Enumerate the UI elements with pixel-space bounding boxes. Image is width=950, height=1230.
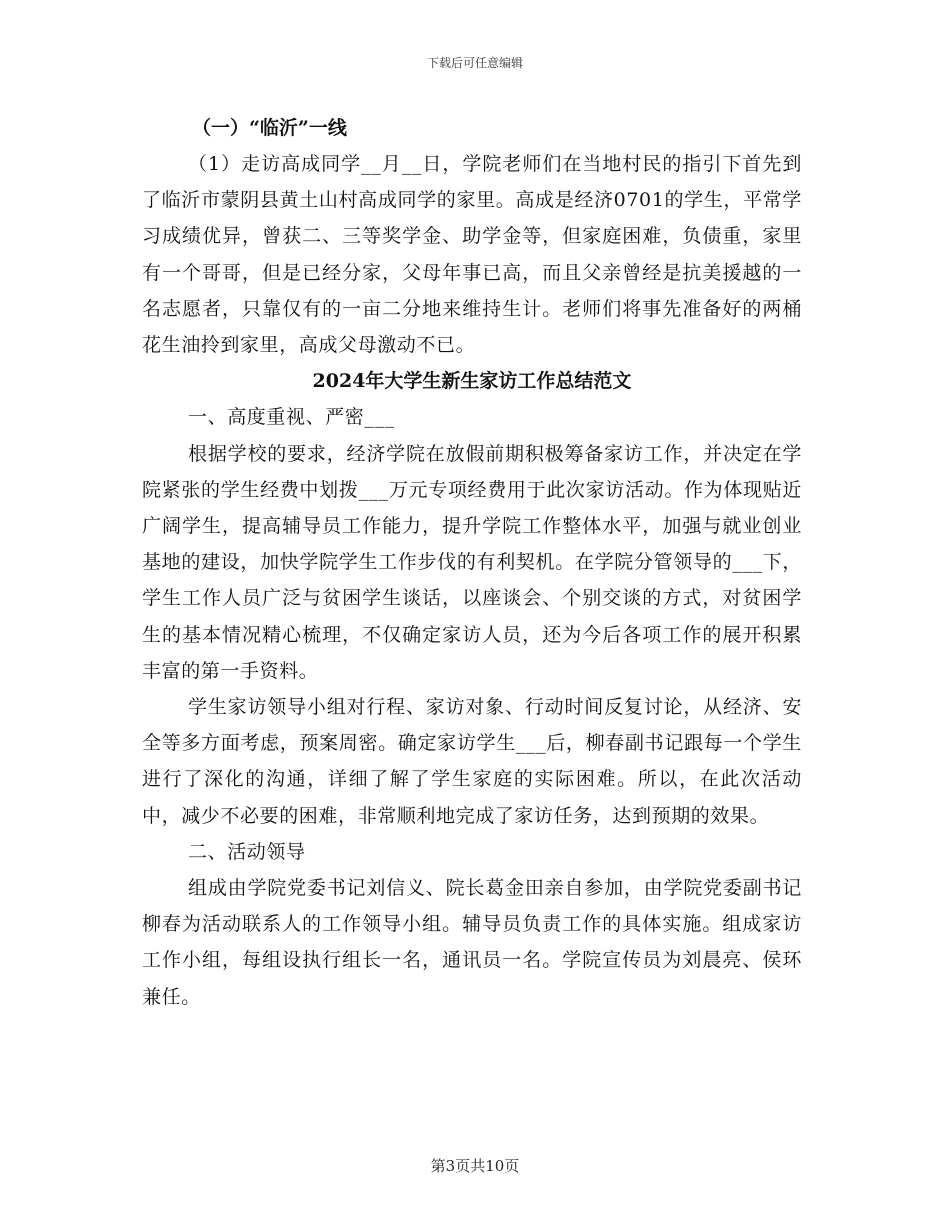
paragraph-visit-gaocheng: （1）走访高成同学__月__日，学院老师们在当地村民的指引下首先到了临沂市蒙阴县黄土山村高成同学的家里。高成是经济0701的学生，平常学习成绩优异，曾获二、三等奖学金、助学金等，但家庭困难，负债重，家里有一个哥哥，但是已经分家，父母年事已高，而且父亲曾经是抗美援越的一名志愿者，只靠仅有的一亩二分地来维持生计。老师们将事先准备好的两桶花生油拎到家里，高成父母激动不已。 <box>142 153 802 357</box>
document-title: 2024年大学生新生家访工作总结范文 <box>312 370 632 393</box>
subheading-importance: 一、高度重视、严密___ <box>188 406 395 429</box>
paragraph-planning: 学生家访领导小组对行程、家访对象、行动时间反复讨论，从经济、安全等多方面考虑，预案周密。确定家访学生___后，柳春副书记跟每一个学生进行了深化的沟通，详细了解了学生家庭的实际困难。所以，在此次活动中，减少不必要的困难，非常顺利地完成了家访任务，达到预期的效果。 <box>142 696 802 827</box>
paragraph-preparation: 根据学校的要求，经济学院在放假前期积极筹备家访工作，并决定在学院紧张的学生经费中划拨___万元专项经费用于此次家访活动。作为体现贴近广阔学生，提高辅导员工作能力，提升学院工作整体水平，加强与就业创业基地的建设，加快学院学生工作步伐的有利契机。在学院分管领导的___下，学生工作人员广泛与贫困学生谈话，以座谈会、个别交谈的方式，对贫困学生的基本情况精心梳理，不仅确定家访人员，还为今后各项工作的展开积累丰富的第一手资料。 <box>142 442 802 682</box>
page-header: 下载后可任意编辑 <box>426 56 523 70</box>
document-body <box>142 110 802 1015</box>
page-number: 第3页共10页 <box>430 1157 520 1175</box>
subheading-leadership: 二、活动领导 <box>188 840 306 863</box>
section-heading: （一）“临沂”一线 <box>192 117 347 139</box>
paragraph-leadership-group: 组成由学院党委书记刘信义、院长葛金田亲自参加，由学院党委副书记柳春为活动联系人的工作领导小组。辅导员负责工作的具体实施。组成家访工作小组，每组设执行组长一名，通讯员一名。学院宣传员为刘晨亮、侯环兼任。 <box>142 877 802 1008</box>
